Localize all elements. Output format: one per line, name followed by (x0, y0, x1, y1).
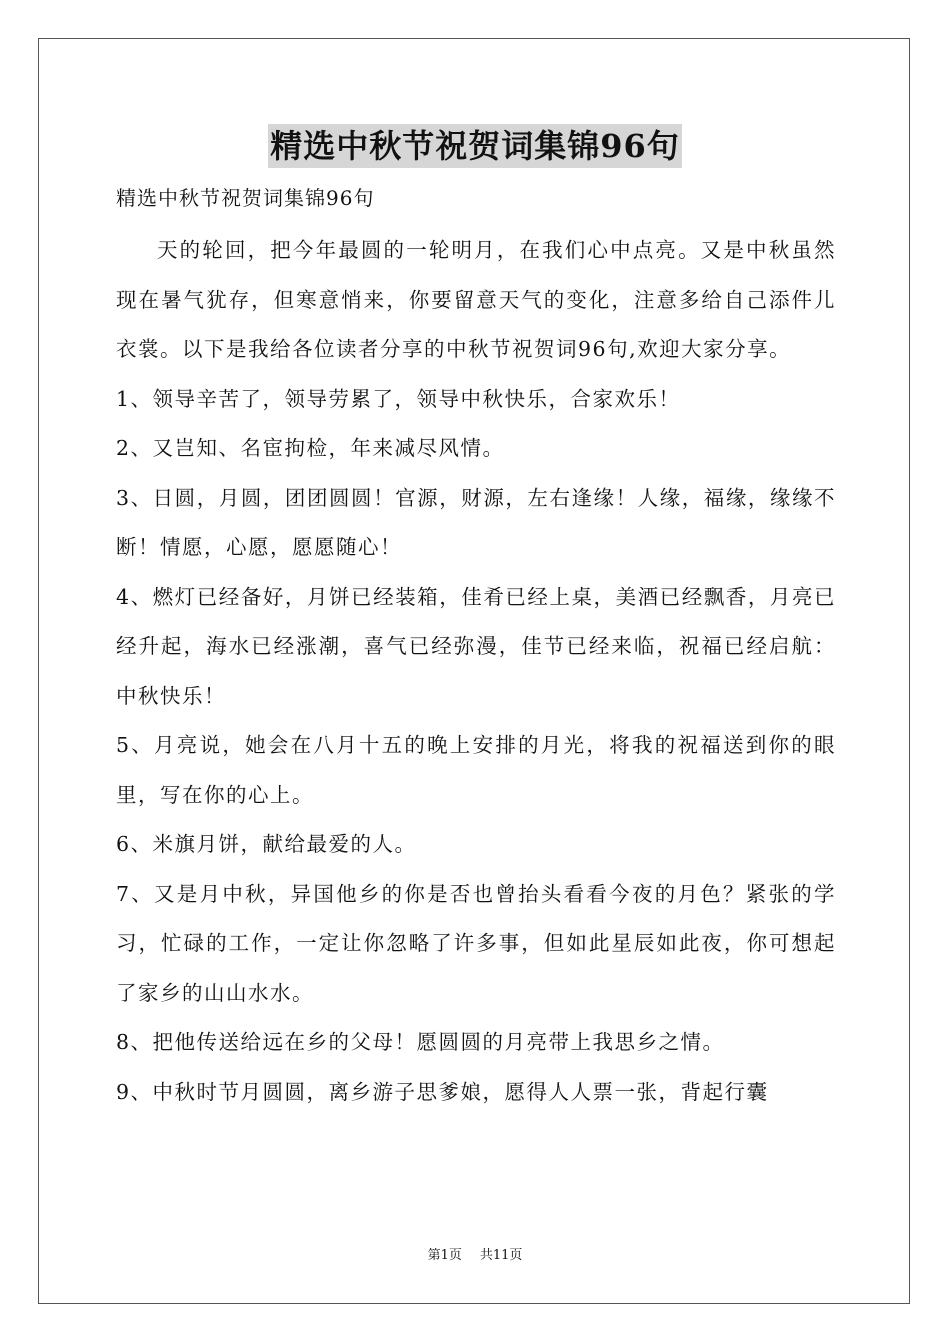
title-container (0, 124, 950, 168)
list-item: 4、燃灯已经备好，月饼已经装箱，佳肴已经上桌，美酒已经飘香，月亮已经升起，海水已经涨潮，喜气已经弥漫，佳节已经来临，祝福已经启航：中秋快乐！ (116, 584, 836, 708)
list-item: 9、中秋时节月圆圆，离乡游子思爹娘，愿得人人票一张，背起行囊 (116, 1079, 769, 1104)
list-item: 2、又岂知、名宦拘检，年来减尽风情。 (116, 436, 505, 460)
list-item: 7、又是月中秋，异国他乡的你是否也曾抬头看看今夜的月色？紧张的学习，忙碌的工作，一定让你忽略了许多事，但如此星辰如此夜，你可想起了家乡的山山水水。 (116, 881, 836, 1005)
document-subtitle: 精选中秋节祝贺词集锦96句 (116, 186, 375, 210)
document-title: 精选中秋节祝贺词集锦96句 (268, 124, 682, 168)
intro-paragraph: 天的轮回，把今年最圆的一轮明月，在我们心中点亮。又是中秋虽然现在暑气犹存，但寒意悄来，你要留意天气的变化，注意多给自己添件儿衣裳。以下是我给各位读者分享的中秋节祝贺词96句,欢迎大家分享。 (116, 238, 836, 361)
document-body (116, 226, 836, 1117)
page-footer (0, 1247, 950, 1265)
list-item: 1、领导辛苦了，领导劳累了，领导中秋快乐，合家欢乐！ (116, 386, 681, 411)
page-total: 共11页 (479, 1248, 523, 1263)
list-item: 5、月亮说，她会在八月十五的晚上安排的月光，将我的祝福送到你的眼里，写在你的心上。 (116, 733, 836, 807)
list-item: 3、日圆，月圆，团团圆圆！官源，财源，左右逢缘！人缘，福缘，缘缘不断！情愿，心愿，愿愿随心！ (116, 485, 836, 559)
page-number: 第1页 (427, 1248, 462, 1263)
list-item: 8、把他传送给远在乡的父母！愿圆圆的月亮带上我思乡之情。 (116, 1030, 725, 1054)
list-item: 6、米旗月饼，献给最爱的人。 (116, 832, 417, 856)
